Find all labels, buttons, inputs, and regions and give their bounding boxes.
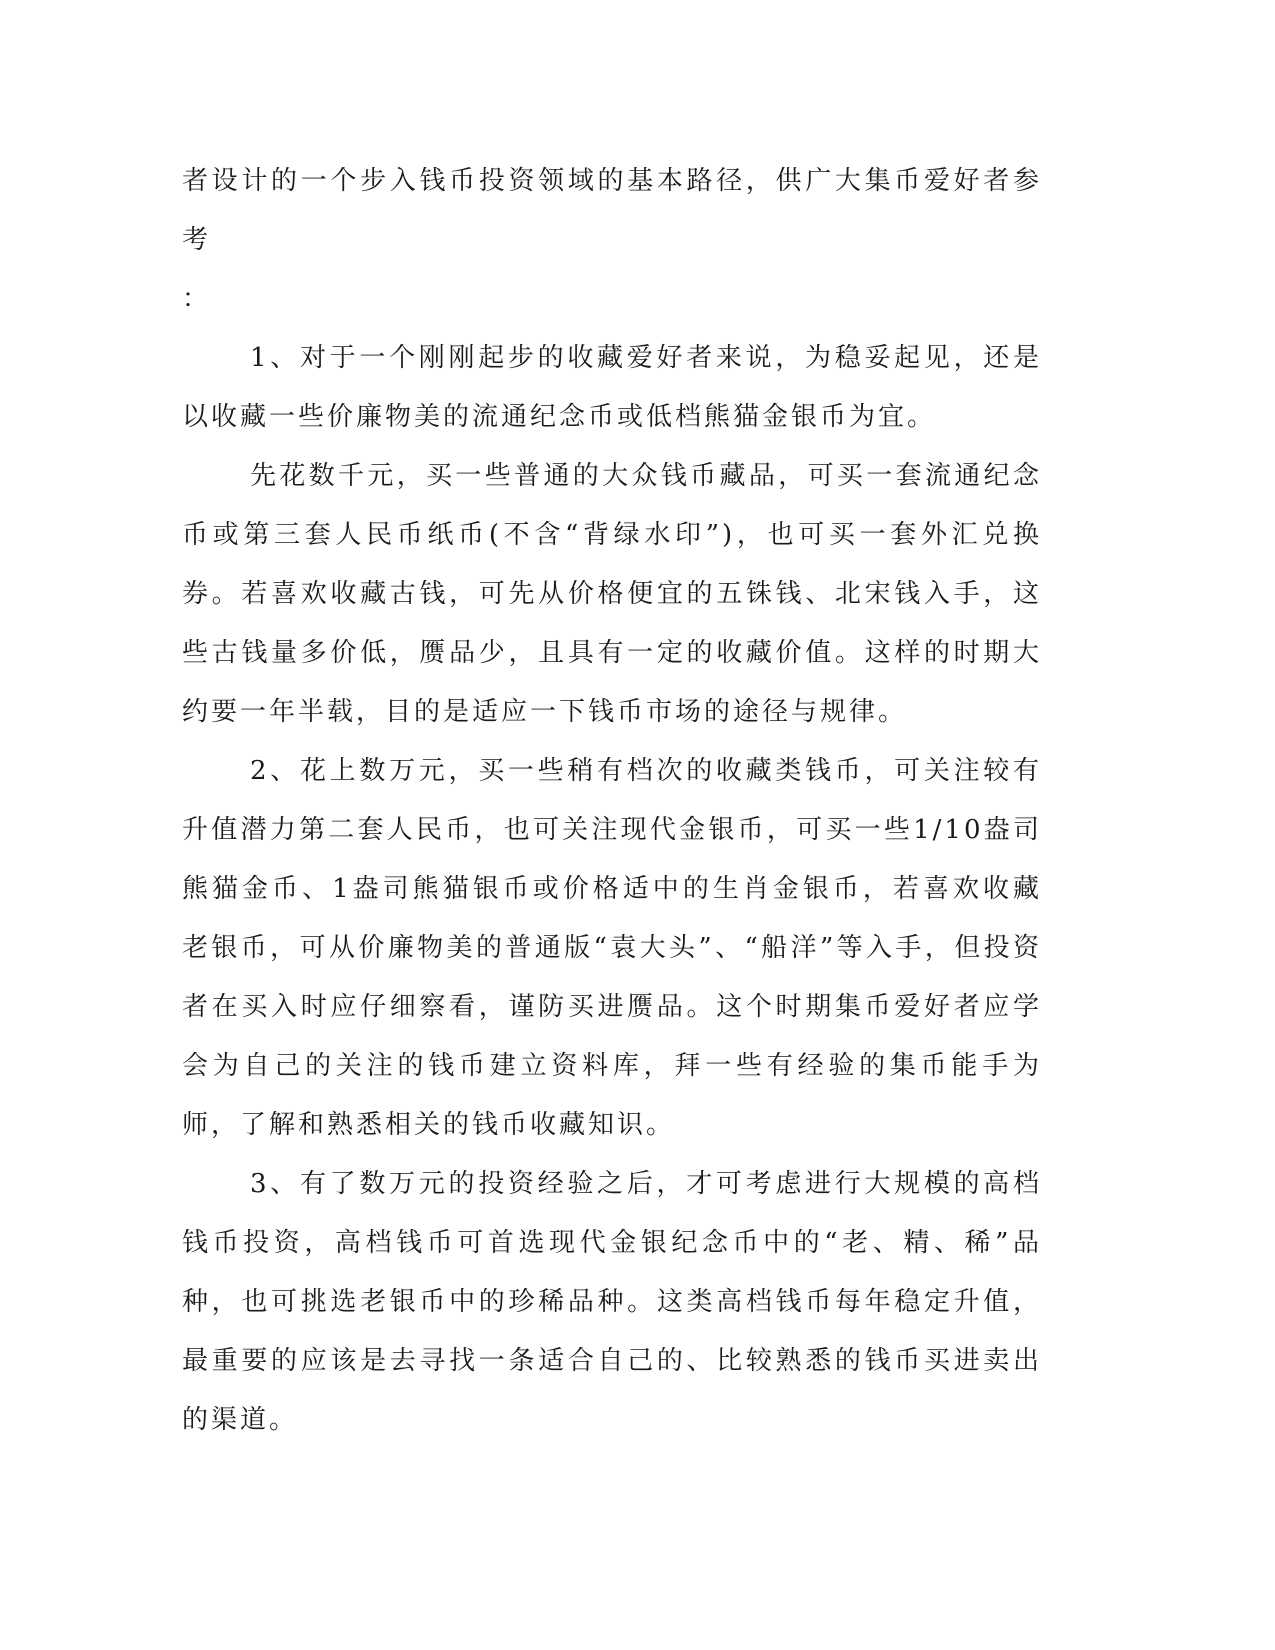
paragraph-step-2: 2、花上数万元，买一些稍有档次的收藏类钱币，可关注较有升值潜力第二套人民币，也可关注现代金银币，可买一些1/10盎司熊猫金币、1盎司熊猫银币或价格适中的生肖金银币，若喜欢收藏老银币，可从价廉物美的普通版“袁大头”、“船洋”等入手，但投资者在买入时应仔细察看，谨防买进赝品。这个时期集币爱好者应学会为自己的关注的钱币建立资料库，拜一些有经验的集币能手为师，了解和熟悉相关的钱币收藏知识。 bbox=[182, 756, 1042, 1140]
paragraph-step-3: 3、有了数万元的投资经验之后，才可考虑进行大规模的高档钱币投资，高档钱币可首选现代金银纪念币中的“老、精、稀”品种，也可挑选老银币中的珍稀品种。这类高档钱币每年稳定升值，最重要的应该是去寻找一条适合自己的、比较熟悉的钱币买进卖出的渠道。 bbox=[182, 1169, 1042, 1435]
paragraph-step-1: 1、对于一个刚刚起步的收藏爱好者来说，为稳妥起见，还是以收藏一些价廉物美的流通纪念币或低档熊猫金银币为宜。 bbox=[182, 343, 1042, 432]
paragraph-intro-continuation: 者设计的一个步入钱币投资领域的基本路径，供广大集币爱好者参考 bbox=[182, 166, 1042, 255]
paragraph-step-1-detail: 先花数千元，买一些普通的大众钱币藏品，可买一套流通纪念币或第三套人民币纸币(不含“背绿水印”)，也可买一套外汇兑换券。若喜欢收藏古钱，可先从价格便宜的五铢钱、北宋钱入手，这些古钱量多价低，赝品少，且具有一定的收藏价值。这样的时期大约要一年半载，目的是适应一下钱币市场的途径与规律。 bbox=[182, 461, 1042, 727]
paragraph-colon: ： bbox=[182, 284, 212, 314]
document-body bbox=[182, 152, 1042, 1450]
